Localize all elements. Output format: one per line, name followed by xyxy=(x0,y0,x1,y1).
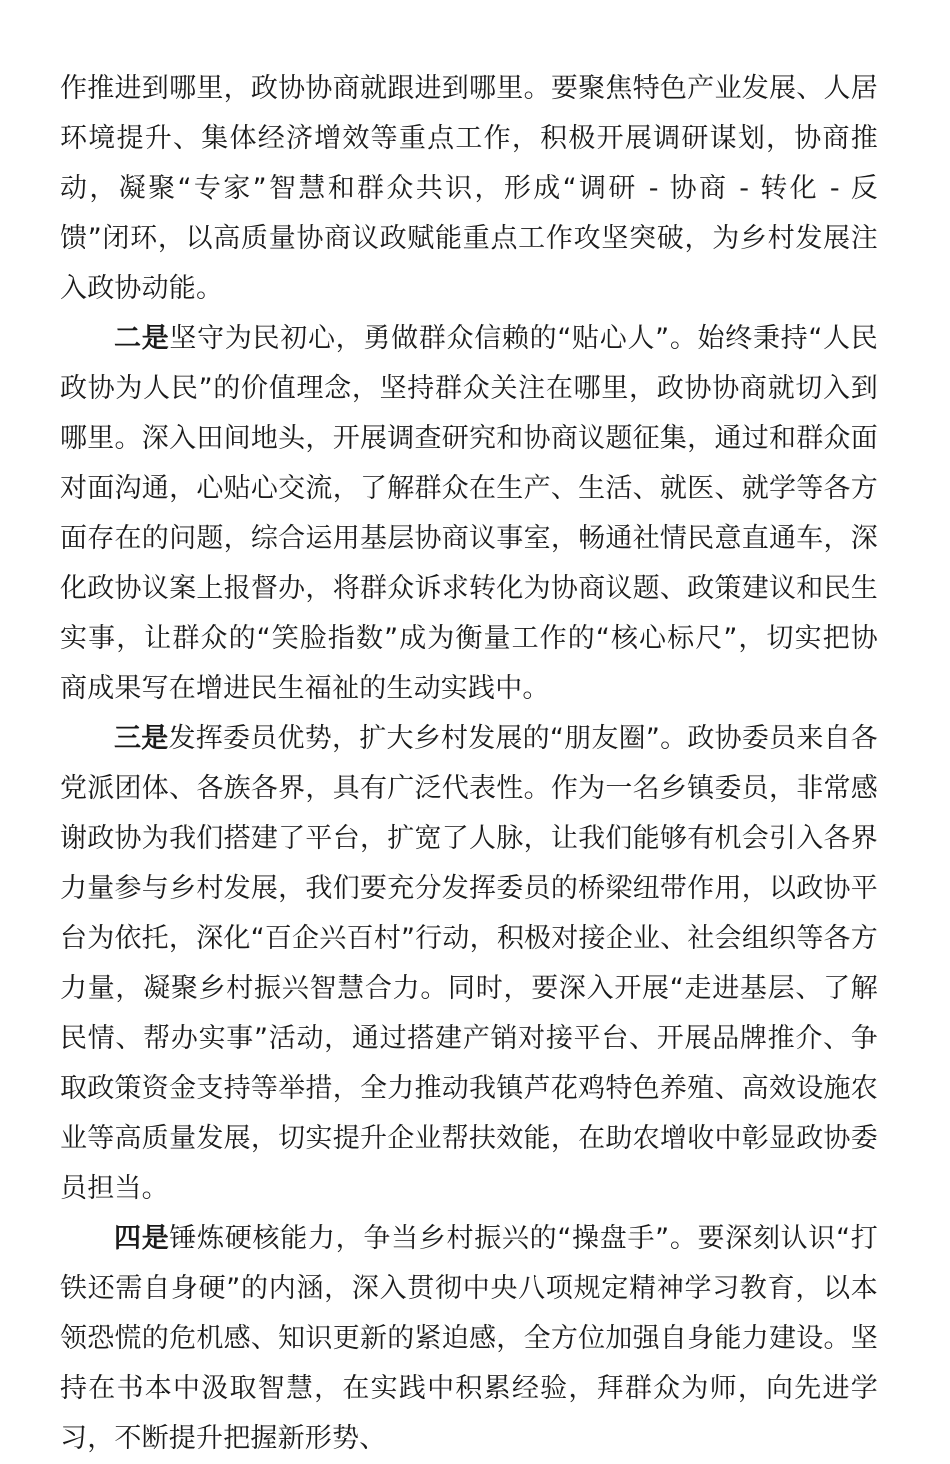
paragraph-2 xyxy=(60,314,878,714)
paragraph-1 xyxy=(60,64,878,314)
paragraph-1-text: 作推进到哪里，政协协商就跟进到哪里。要聚焦特色产业发展、人居环境提升、集体经济增效等重点工作，积极开展调研谋划，协商推动，凝聚“专家”智慧和群众共识，形成“调研 - 协商 - 转化 - 反馈”闭环，以高质量协商议政赋能重点工作攻坚突破，为乡村发展注入政协动能。 xyxy=(60,73,878,304)
paragraph-2-text: 坚守为民初心，勇做群众信赖的“贴心人”。始终秉持“人民政协为人民”的价值理念，坚持群众关注在哪里，政协协商就切入到哪里。深入田间地头，开展调查研究和协商议题征集，通过和群众面对面沟通，心贴心交流，了解群众在生产、生活、就医、就学等各方面存在的问题，综合运用基层协商议事室，畅通社情民意直通车，深化政协议案上报督办，将群众诉求转化为协商议题、政策建议和民生实事，让群众的“笑脸指数”成为衡量工作的“核心标尺”，切实把协商成果写在增进民生福祉的生动实践中。 xyxy=(60,323,878,704)
paragraph-4-lead: 四是 xyxy=(114,1223,170,1254)
paragraph-3-lead: 三是 xyxy=(114,723,169,754)
document-body xyxy=(60,64,878,1464)
paragraph-4 xyxy=(60,1214,878,1464)
paragraph-3 xyxy=(60,714,878,1214)
paragraph-2-lead: 二是 xyxy=(114,323,170,354)
paragraph-4-text: 锤炼硬核能力，争当乡村振兴的“操盘手”。要深刻认识“打铁还需自身硬”的内涵，深入贯彻中央八项规定精神学习教育，以本领恐慌的危机感、知识更新的紧迫感，全方位加强自身能力建设。坚持在书本中汲取智慧，在实践中积累经验，拜群众为师，向先进学习，不断提升把握新形势、 xyxy=(60,1223,878,1454)
paragraph-3-text: 发挥委员优势，扩大乡村发展的“朋友圈”。政协委员来自各党派团体、各族各界，具有广泛代表性。作为一名乡镇委员，非常感谢政协为我们搭建了平台，扩宽了人脉，让我们能够有机会引入各界力量参与乡村发展，我们要充分发挥委员的桥梁纽带作用，以政协平台为依托，深化“百企兴百村”行动，积极对接企业、社会组织等各方力量，凝聚乡村振兴智慧合力。同时，要深入开展“走进基层、了解民情、帮办实事”活动，通过搭建产销对接平台、开展品牌推介、争取政策资金支持等举措，全力推动我镇芦花鸡特色养殖、高效设施农业等高质量发展，切实提升企业帮扶效能，在助农增收中彰显政协委员担当。 xyxy=(60,723,879,1204)
